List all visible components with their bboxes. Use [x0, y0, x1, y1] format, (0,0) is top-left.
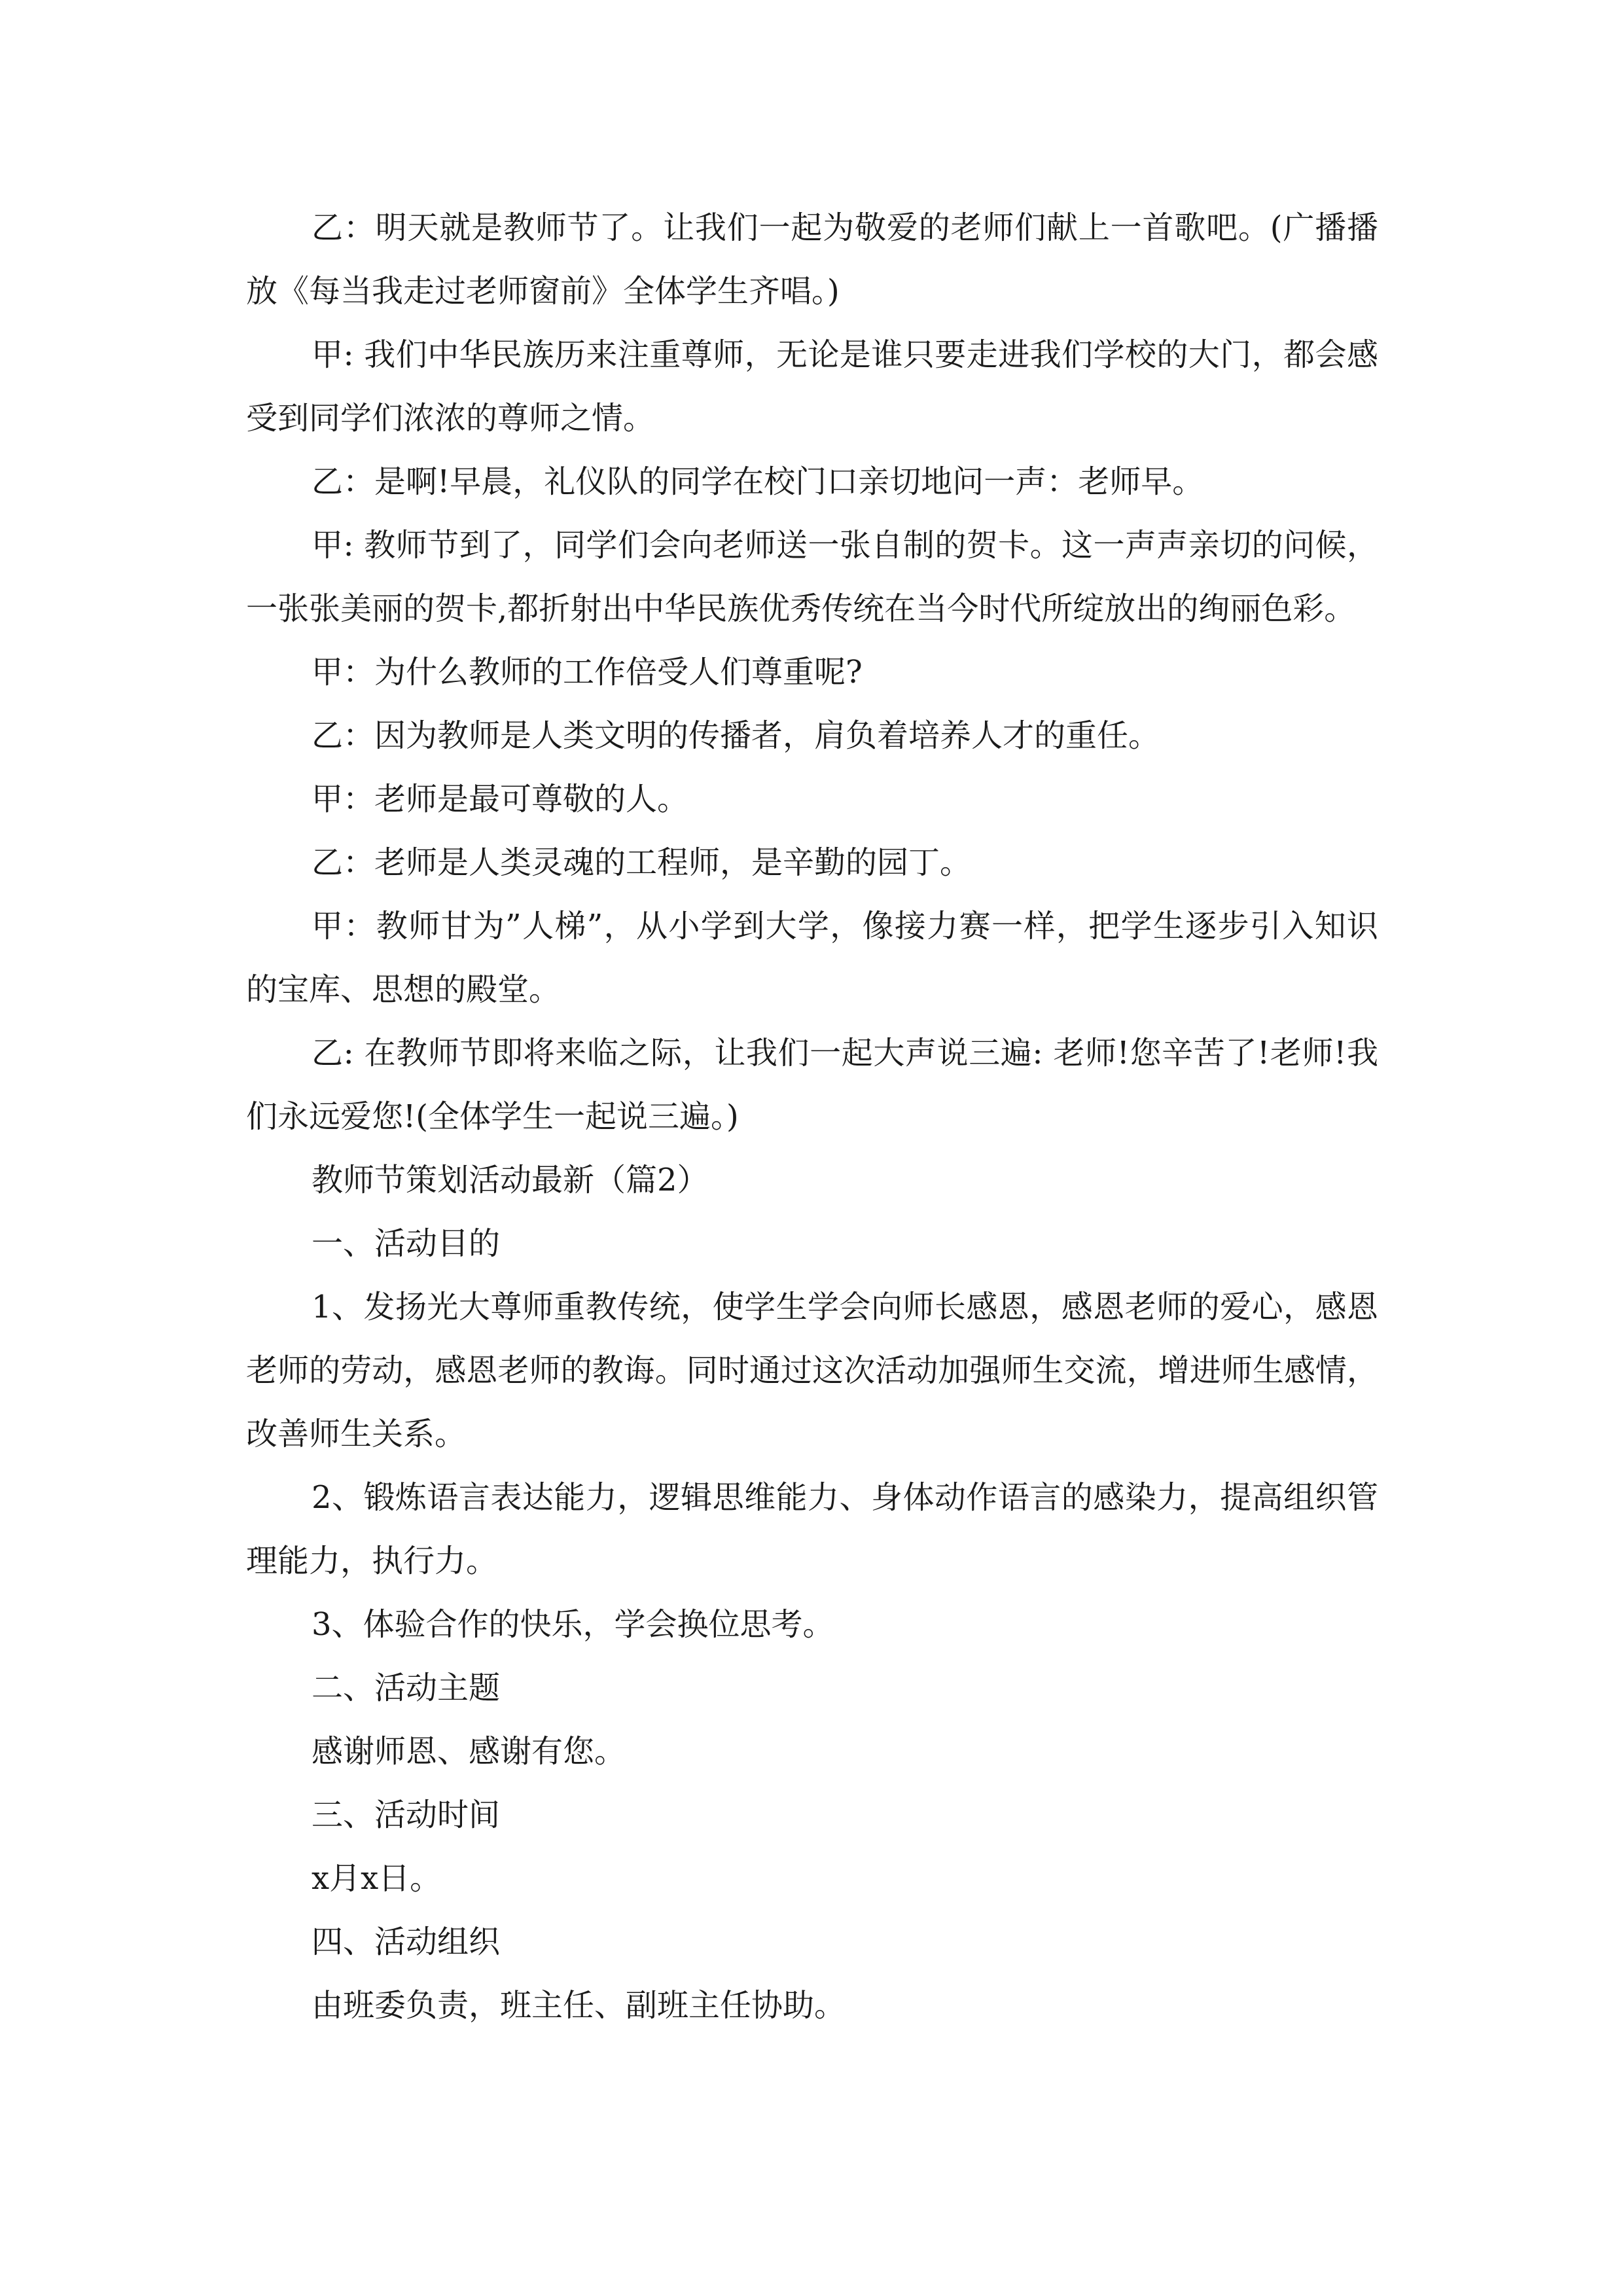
body-text: 感谢师恩、感谢有您。 [312, 1733, 626, 1770]
dialogue-paragraph: 甲：教师甘为”人梯”，从小学到大学，像接力赛一样，把学生逐步引入知识的宝库、思想的殿堂。 [246, 908, 1378, 1008]
dialogue-paragraph: 乙: 在教师节即将来临之际，让我们一起大声说三遍: 老师!您辛苦了!老师!我们永远爱您!(全体学生一起说三遍。) [246, 1035, 1378, 1135]
document-body [246, 196, 1378, 2037]
dialogue-paragraph: 甲: 教师节到了，同学们会向老师送一张自制的贺卡。这一声声亲切的问候，一张张美丽的贺卡,都折射出中华民族优秀传统在当今时代所绽放出的绚丽色彩。 [246, 527, 1378, 627]
dialogue-paragraph: 甲：为什么教师的工作倍受人们尊重呢? [312, 654, 863, 691]
body-text: 由班委负责，班主任、副班主任协助。 [312, 1987, 846, 2024]
section-title: 教师节策划活动最新（篇2） [312, 1162, 709, 1198]
section-heading: 三、活动时间 [312, 1797, 501, 1833]
dialogue-paragraph: 甲: 我们中华民族历来注重尊师，无论是谁只要走进我们学校的大门，都会感受到同学们浓浓的尊师之情。 [246, 336, 1378, 437]
section-heading: 二、活动主题 [312, 1670, 501, 1706]
list-item: 1、发扬光大尊师重教传统，使学生学会向师长感恩，感恩老师的爱心，感恩老师的劳动，感恩老师的教诲。同时通过这次活动加强师生交流，增进师生感情，改善师生关系。 [246, 1289, 1378, 1452]
dialogue-paragraph: 甲：老师是最可尊敬的人。 [312, 781, 689, 817]
section-heading: 四、活动组织 [312, 1924, 501, 1960]
dialogue-paragraph: 乙：明天就是教师节了。让我们一起为敬爱的老师们献上一首歌吧。(广播播放《每当我走过老师窗前》全体学生齐唱。) [246, 209, 1378, 310]
dialogue-paragraph: 乙：老师是人类灵魂的工程师，是辛勤的园丁。 [312, 844, 972, 881]
list-item: 3、体验合作的快乐，学会换位思考。 [312, 1606, 834, 1643]
list-item: 2、锻炼语言表达能力，逻辑思维能力、身体动作语言的感染力，提高组织管理能力，执行力。 [246, 1479, 1378, 1579]
body-text: x月x日。 [312, 1860, 442, 1897]
dialogue-paragraph: 乙：因为教师是人类文明的传播者，肩负着培养人才的重任。 [312, 717, 1160, 754]
section-heading: 一、活动目的 [312, 1225, 501, 1262]
dialogue-paragraph: 乙：是啊!早晨，礼仪队的同学在校门口亲切地问一声：老师早。 [312, 463, 1204, 500]
